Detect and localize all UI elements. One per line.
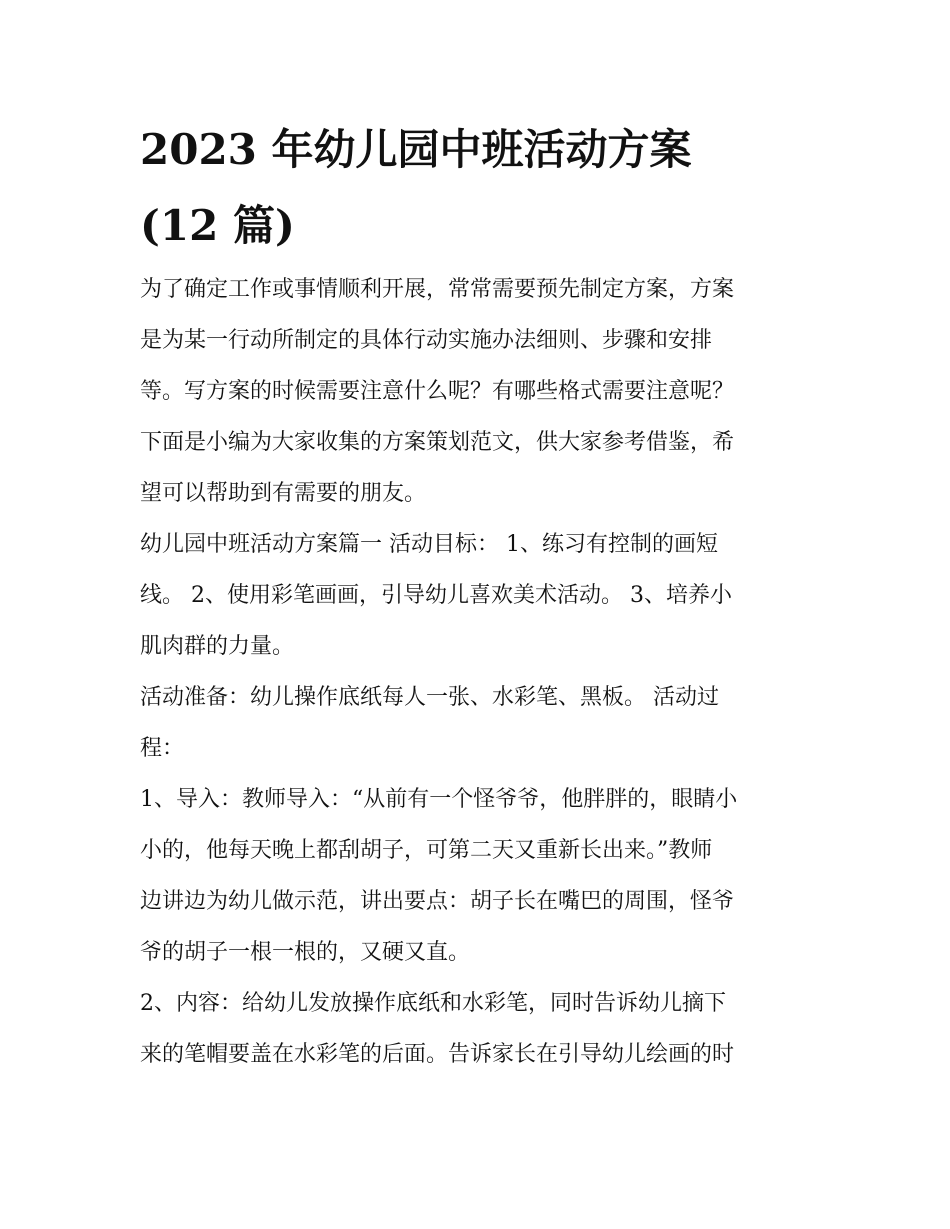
text-line: 等。写方案的时候需要注意什么呢？有哪些格式需要注意呢？	[140, 379, 735, 404]
step-content-paragraph	[140, 978, 812, 1080]
text-line: 来的笔帽要盖在水彩笔的后面。告诉家长在引导幼儿绘画的时	[140, 1042, 735, 1067]
text-line: 小的，他每天晚上都刮胡子，可第二天又重新长出来。”教师	[140, 838, 713, 863]
text-line: 望可以帮助到有需要的朋友。	[140, 481, 427, 506]
text-line: 肌肉群的力量。	[140, 634, 295, 659]
text-line: 下面是小编为大家收集的方案策划范文，供大家参考借鉴，希	[140, 430, 735, 455]
text-line: 2、内容：给幼儿发放操作底纸和水彩笔，同时告诉幼儿摘下	[140, 991, 726, 1016]
document-body	[140, 112, 812, 1080]
activity-preparation-paragraph	[140, 672, 812, 774]
text-line: 幼儿园中班活动方案篇一 活动目标： 1、练习有控制的画短	[140, 532, 718, 557]
text-line: 爷的胡子一根一根的，又硬又直。	[140, 940, 471, 965]
step-intro-paragraph	[140, 774, 812, 978]
text-line: 线。 2、使用彩笔画画，引导幼儿喜欢美术活动。 3、培养小	[140, 583, 732, 608]
document-title	[140, 112, 812, 264]
activity-goals-paragraph	[140, 519, 812, 672]
text-line: 边讲边为幼儿做示范，讲出要点：胡子长在嘴巴的周围，怪爷	[140, 889, 735, 914]
intro-paragraph	[140, 264, 812, 519]
text-line: 程：	[140, 736, 185, 761]
text-line: 1、导入：教师导入：“从前有一个怪爷爷，他胖胖的，眼睛小	[140, 787, 738, 812]
text-line: 活动准备：幼儿操作底纸每人一张、水彩笔、黑板。 活动过	[140, 685, 719, 710]
title-line: 2023 年幼儿园中班活动方案	[140, 125, 692, 174]
text-line: 为了确定工作或事情顺利开展，常常需要预先制定方案，方案	[140, 277, 735, 302]
title-line: (12 篇)	[140, 201, 295, 250]
text-line: 是为某一行动所制定的具体行动实施办法细则、步骤和安排	[140, 328, 713, 353]
